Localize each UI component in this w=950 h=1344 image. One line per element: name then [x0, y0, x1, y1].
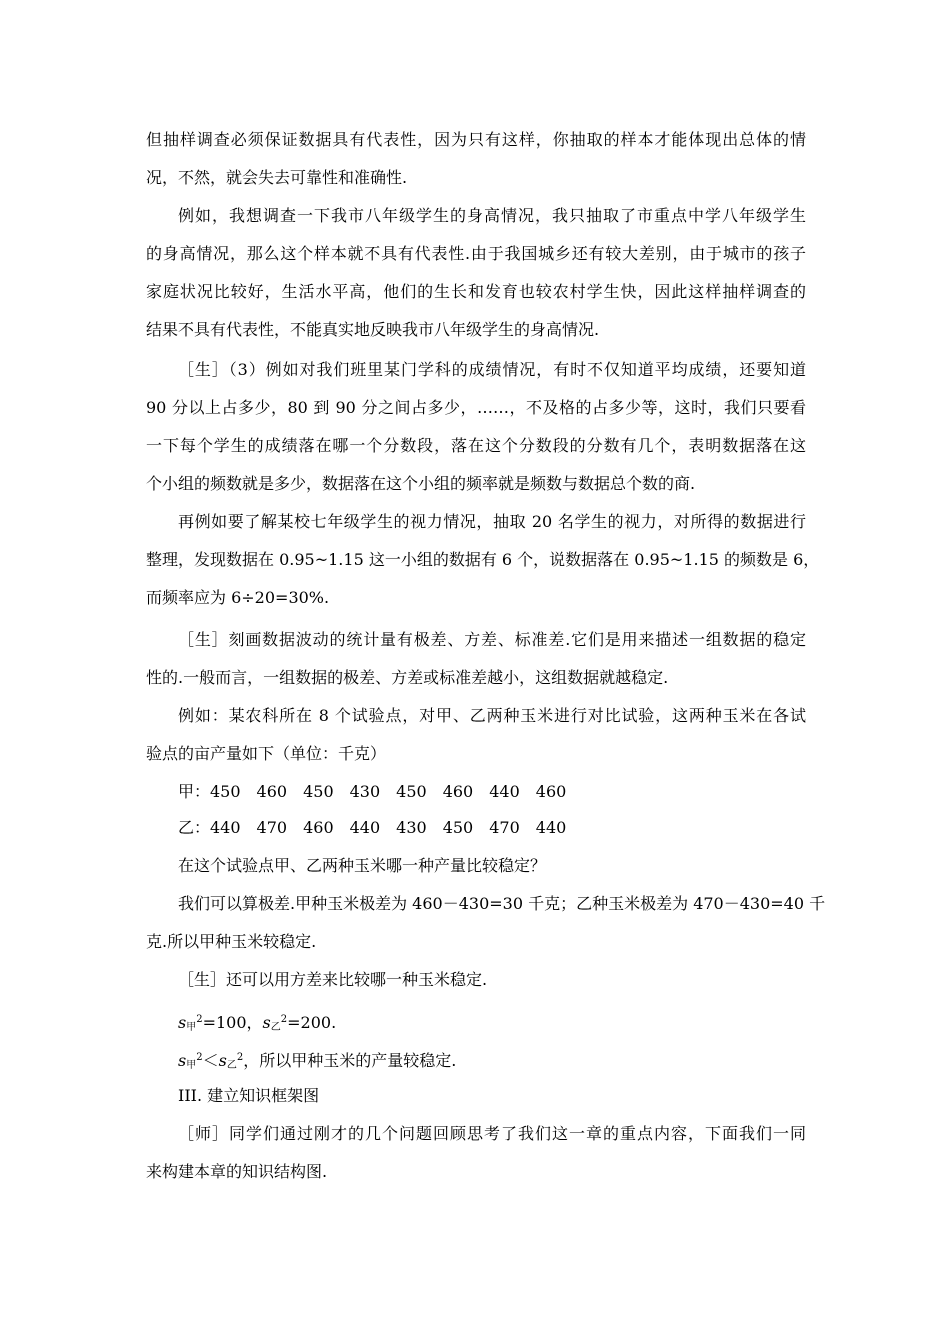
formula-text: ，所以甲种玉米的产量较稳定. [243, 1051, 457, 1070]
formula-subscript: 乙 [226, 1060, 237, 1071]
formula-superscript: 2 [236, 1052, 244, 1063]
text-line: 而频率应为 6÷20=30%. [146, 588, 330, 607]
text-line: 家庭状况比较好，生活水平高，他们的生长和发育也较农村学生快，因此这样抽样调查的 [146, 282, 806, 301]
text-line: ［师］同学们通过刚才的几个问题回顾思考了我们这一章的重点内容，下面我们一同 [178, 1124, 806, 1143]
text-line: 克.所以甲种玉米较稳定. [146, 932, 317, 951]
text-line: ［生］（3）例如对我们班里某门学科的成绩情况，有时不仅知道平均成绩，还要知道 [178, 360, 806, 379]
text-line: 再例如要了解某校七年级学生的视力情况，抽取 20 名学生的视力，对所得的数据进行 [178, 512, 806, 531]
text-line: 90 分以上占多少，80 到 90 分之间占多少，……，不及格的占多少等，这时，我们只要看 [146, 398, 806, 417]
variance-comparison [178, 1048, 838, 1076]
formula-symbol: s [178, 1051, 187, 1070]
text-line: 例如，我想调查一下我市八年级学生的身高情况，我只抽取了市重点中学八年级学生 [178, 206, 806, 225]
variance-formula [178, 1010, 838, 1038]
formula-symbol: s [178, 1013, 187, 1032]
text-line: 一下每个学生的成绩落在哪一个分数段，落在这个分数段的分数有几个，表明数据落在这 [146, 436, 806, 455]
formula-symbol: s [218, 1051, 227, 1070]
text-line: 结果不具有代表性，不能真实地反映我市八年级学生的身高情况. [146, 320, 600, 339]
formula-subscript: 乙 [270, 1022, 281, 1033]
formula-text: =200. [287, 1013, 337, 1032]
text-line: 况，不然，就会失去可靠性和准确性. [146, 168, 408, 187]
yield-row-b: 乙：440 470 460 440 430 450 470 440 [178, 818, 567, 837]
formula-superscript: 2 [196, 1052, 203, 1063]
formula-subscript: 甲 [186, 1022, 197, 1033]
text-line: 验点的亩产量如下（单位：千克） [146, 744, 387, 763]
text-line: 但抽样调查必须保证数据具有代表性，因为只有这样，你抽取的样本才能体现出总体的情 [146, 130, 806, 149]
formula-operator: ＜ [202, 1051, 219, 1070]
formula-superscript: 2 [196, 1014, 203, 1025]
formula-symbol: s [262, 1013, 271, 1032]
yield-row-a: 甲：450 460 450 430 450 460 440 460 [178, 782, 567, 801]
formula-text: =100， [202, 1013, 263, 1032]
formula-subscript: 甲 [186, 1060, 197, 1071]
formula-superscript: 2 [280, 1014, 288, 1025]
section-heading: III. 建立知识框架图 [178, 1086, 320, 1105]
text-line: ［生］还可以用方差来比较哪一种玉米稳定. [178, 970, 488, 989]
text-line: 例如：某农科所在 8 个试验点，对甲、乙两种玉米进行对比试验，这两种玉米在各试 [178, 706, 806, 725]
text-line: 我们可以算极差.甲种玉米极差为 460－430=30 千克；乙种玉米极差为 470－430=40 千 [178, 894, 826, 913]
text-line: 个小组的频数就是多少，数据落在这个小组的频率就是频数与数据总个数的商. [146, 474, 696, 493]
text-line: 来构建本章的知识结构图. [146, 1162, 328, 1181]
question-line: 在这个试验点甲、乙两种玉米哪一种产量比较稳定？ [178, 856, 547, 875]
text-line: 整理，发现数据在 0.95~1.15 这一小组的数据有 6 个，说数据落在 0.95~1.15 的频数是 6， [146, 550, 820, 569]
text-line: ［生］刻画数据波动的统计量有极差、方差、标准差.它们是用来描述一组数据的稳定 [178, 630, 806, 649]
text-line: 性的.一般而言，一组数据的极差、方差或标准差越小，这组数据就越稳定. [146, 668, 669, 687]
text-line: 的身高情况，那么这个样本就不具有代表性.由于我国城乡还有较大差别，由于城市的孩子 [146, 244, 806, 263]
